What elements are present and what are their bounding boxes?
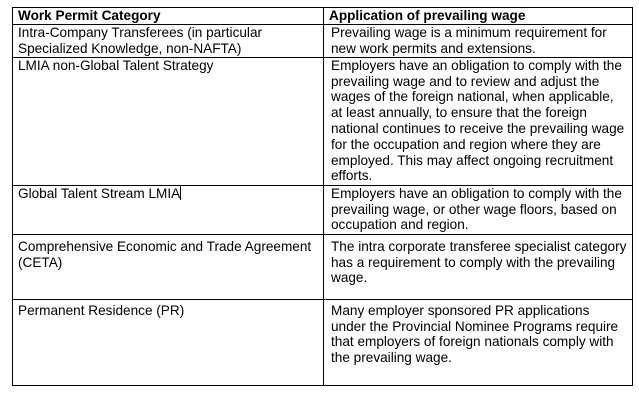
application-cell: Employers have an obligation to comply with the prevailing wage and to review and adjust the wages of the foreign national, when applicable, at least annually, to ensure that the foreign national continues to receive the prevailing wage for the occupation and region where they are employed. This may affect ongoing recruitment efforts. xyxy=(324,57,633,185)
table-row xyxy=(13,299,633,385)
table-row xyxy=(13,185,633,234)
table-row xyxy=(13,234,633,299)
application-cell: Employers have an obligation to comply with the prevailing wage, or other wage floors, based on occupation and region. xyxy=(324,185,633,234)
category-cell: Intra-Company Transferees (in particular Specialized Knowledge, non-NAFTA) xyxy=(13,24,324,57)
application-cell: Many employer sponsored PR applications under the Provincial Nominee Programs require that employers of foreign nationals comply with the prevailing wage. xyxy=(324,299,633,385)
category-text: Global Talent Stream LMIA xyxy=(18,185,181,201)
column-header-application: Application of prevailing wage xyxy=(324,8,633,25)
category-cell: Permanent Residence (PR) xyxy=(13,299,324,385)
category-cell: LMIA non-Global Talent Strategy xyxy=(13,57,324,185)
column-header-category: Work Permit Category xyxy=(13,8,324,25)
table-row xyxy=(13,57,633,185)
category-cell: Comprehensive Economic and Trade Agreement (CETA) xyxy=(13,234,324,299)
category-cell[interactable] xyxy=(13,185,324,234)
application-cell: Prevailing wage is a minimum requirement for new work permits and extensions. xyxy=(324,24,633,57)
application-cell: The intra corporate transferee specialist category has a requirement to comply with the prevailing wage. xyxy=(324,234,633,299)
text-cursor xyxy=(180,186,181,200)
table-row xyxy=(13,24,633,57)
table-header-row xyxy=(13,8,633,25)
work-permit-table xyxy=(12,7,633,386)
